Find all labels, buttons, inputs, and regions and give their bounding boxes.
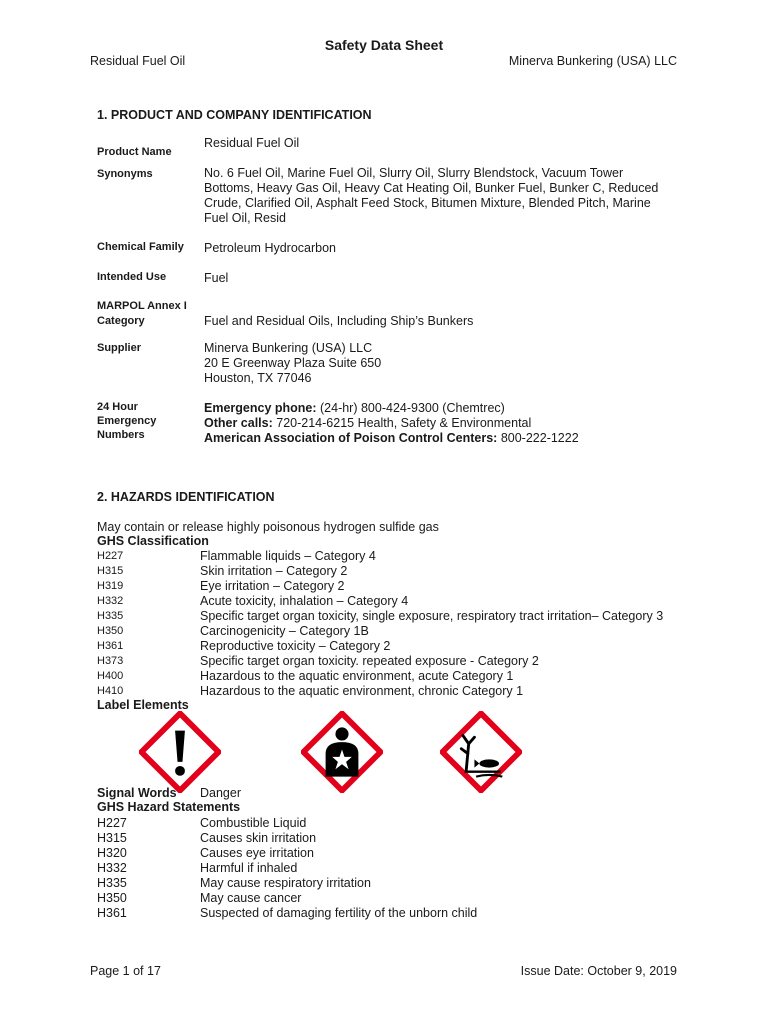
other-calls-line: [204, 416, 531, 431]
hazard-description: Skin irritation – Category 2: [200, 564, 348, 578]
ghs-classification-title: GHS Classification: [97, 534, 209, 548]
statement-code: H335: [97, 876, 127, 890]
hazard-description: Flammable liquids – Category 4: [200, 549, 376, 563]
emergency-phone-label: Emergency phone:: [204, 401, 317, 415]
hazard-description: Specific target organ toxicity, single exposure, respiratory tract irritation– Category 3: [200, 609, 664, 623]
section-1-heading: 1. PRODUCT AND COMPANY IDENTIFICATION: [97, 108, 372, 122]
hazard-code: H350: [97, 625, 124, 637]
emergency-phone-value: (24-hr) 800-424-9300 (Chemtrec): [316, 401, 505, 415]
emergency-label-line2: Emergency: [97, 415, 157, 427]
intended-use-label: Intended Use: [97, 271, 167, 283]
hazard-code: H332: [97, 595, 124, 607]
hazard-statements-title: GHS Hazard Statements: [97, 800, 241, 814]
synonyms-label: Synonyms: [97, 168, 153, 180]
hazard-description: Hazardous to the aquatic environment, chronic Category 1: [200, 684, 524, 698]
emergency-label-line1: 24 Hour: [97, 401, 138, 413]
hazard-description: Carcinogenicity – Category 1B: [200, 624, 369, 638]
marpol-label-line1: MARPOL Annex I: [97, 300, 187, 312]
page-number: Page 1 of 17: [90, 964, 161, 978]
statement-text: Harmful if inhaled: [200, 861, 298, 875]
statement-code: H320: [97, 846, 127, 860]
signal-words-label: Signal Words: [97, 786, 177, 800]
product-name-label: Product Name: [97, 146, 172, 158]
statement-code: H350: [97, 891, 127, 905]
supplier-label: Supplier: [97, 342, 142, 354]
header-company-name: Minerva Bunkering (USA) LLC: [508, 54, 677, 68]
issue-date: Issue Date: October 9, 2019: [520, 964, 677, 978]
header-product-name: Residual Fuel Oil: [90, 54, 186, 68]
hazard-description: Eye irritation – Category 2: [200, 579, 345, 593]
document-title: Safety Data Sheet: [324, 37, 444, 53]
hazard-code: H335: [97, 610, 124, 622]
exclamation-mark-icon: [139, 711, 221, 793]
poison-control-line: [204, 431, 579, 446]
poison-control-value: 800-222-1222: [497, 431, 579, 445]
hazard-description: Acute toxicity, inhalation – Category 4: [200, 594, 409, 608]
marpol-label-line2: Category: [97, 315, 145, 327]
environment-icon: [440, 711, 522, 793]
product-name-value: Residual Fuel Oil: [204, 136, 300, 150]
section-2-heading: 2. HAZARDS IDENTIFICATION: [97, 490, 275, 504]
emergency-label-line3: Numbers: [97, 429, 145, 441]
hazard-code: H410: [97, 685, 124, 697]
hazard-code: H319: [97, 580, 124, 592]
hazard-description: Reproductive toxicity – Category 2: [200, 639, 391, 653]
health-hazard-icon: [301, 711, 383, 793]
marpol-value: Fuel and Residual Oils, Including Ship’s Bunkers: [204, 314, 474, 328]
statement-text: May cause respiratory irritation: [200, 876, 371, 890]
statement-text: May cause cancer: [200, 891, 302, 905]
supplier-address: 20 E Greenway Plaza Suite 650: [204, 356, 382, 370]
hazard-code: H361: [97, 640, 124, 652]
hazard-intro: May contain or release highly poisonous hydrogen sulfide gas: [97, 520, 439, 534]
chemical-family-label: Chemical Family: [97, 241, 184, 253]
statement-text: Causes eye irritation: [200, 846, 314, 860]
intended-use-value: Fuel: [204, 271, 229, 285]
label-elements-title: Label Elements: [97, 698, 189, 712]
other-calls-label: Other calls:: [204, 416, 273, 430]
poison-control-label: American Association of Poison Control Centers:: [204, 431, 498, 445]
statement-text: Suspected of damaging fertility of the unborn child: [200, 906, 478, 920]
synonyms-value: No. 6 Fuel Oil, Marine Fuel Oil, Slurry Oil, Slurry Blendstock, Vacuum Tower Bottoms, Heavy Gas Oil, Heavy Cat Heating Oil, Bunker Fuel, Bunker C, Reduced Crude, Clarified Oil, Asphalt Feed Stock, Bitumen Mixture, Blended Pitch, Marine Fuel Oil, Resid: [204, 166, 659, 225]
signal-words-value: Danger: [200, 786, 241, 800]
supplier-name: Minerva Bunkering (USA) LLC: [204, 341, 373, 355]
hazard-description: Specific target organ toxicity. repeated exposure - Category 2: [200, 654, 539, 668]
hazard-code: H400: [97, 670, 124, 682]
hazard-description: Hazardous to the aquatic environment, acute Category 1: [200, 669, 514, 683]
emergency-phone-line: [204, 401, 505, 416]
supplier-city: Houston, TX 77046: [204, 371, 312, 385]
hazard-code: H373: [97, 655, 124, 667]
statement-code: H315: [97, 831, 127, 845]
statement-text: Causes skin irritation: [200, 831, 317, 845]
statement-text: Combustible Liquid: [200, 816, 307, 830]
chemical-family-value: Petroleum Hydrocarbon: [204, 241, 337, 255]
hazard-code: H227: [97, 550, 124, 562]
hazard-code: H315: [97, 565, 124, 577]
statement-code: H332: [97, 861, 127, 875]
statement-code: H227: [97, 816, 127, 830]
other-calls-value: 720-214-6215 Health, Safety & Environmental: [272, 416, 532, 430]
statement-code: H361: [97, 906, 127, 920]
